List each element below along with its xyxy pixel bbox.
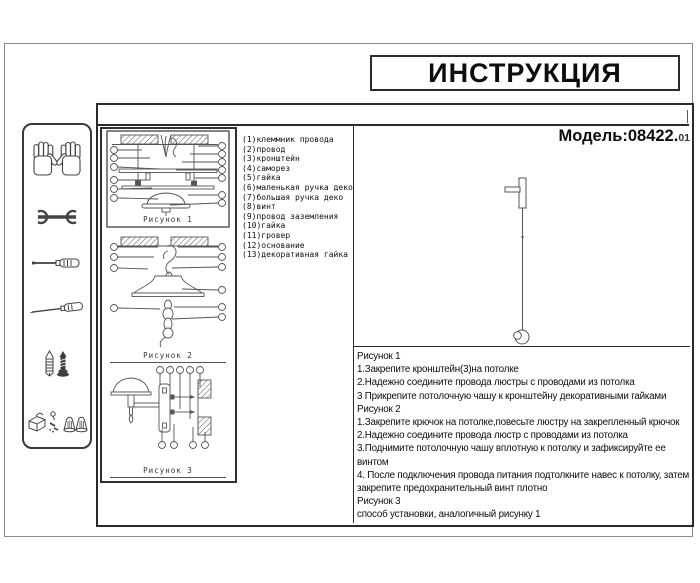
part-item: (2)провод <box>242 144 286 154</box>
part-item: (12)основание <box>242 240 305 250</box>
fastener-kit-icon <box>26 409 88 435</box>
part-item: (7)большая ручка деко <box>242 192 344 202</box>
part-item: (6)маленькая ручка деко <box>242 182 353 192</box>
instruction-line: 1.Закрепите крючок на потолке,повесьте люстру на закрепленный крючок <box>357 417 680 429</box>
gloves-icon <box>29 139 85 179</box>
instruction-line: 3.Поднимите потолочную чашу вплотную к потолку и зафиксируйте ее винтом <box>357 443 666 468</box>
part-item: (9)провод заземления <box>242 211 339 221</box>
part-item: (11)гровер <box>242 230 291 240</box>
part-item: (1)клеммник провода <box>242 135 334 144</box>
screwdriver-icon <box>31 256 83 270</box>
instruction-line: Рисунок 1 <box>357 351 401 362</box>
assembly-instructions <box>357 350 691 522</box>
instruction-line: 4. После подключения провода питания подтолкните навес к потолку, затем закрепите предохранительный винт плотно <box>357 469 690 495</box>
part-item: (5)гайка <box>242 173 281 183</box>
part-item: (10)гайка <box>242 221 286 231</box>
model-number <box>558 127 690 146</box>
parts-list <box>242 135 354 260</box>
header-divider <box>97 124 689 126</box>
instruction-line: 3 Прикрепите потолочную чашу к кронштейну декоративными гайками <box>357 390 667 402</box>
wrench-icon <box>29 209 85 225</box>
model-value: Модель:08422. <box>558 127 679 145</box>
instruction-line: способ установки, аналогичный рисунку 1 <box>357 509 541 521</box>
model-cell-tick <box>687 110 688 123</box>
figure3-label: Рисунок 3 <box>143 466 193 475</box>
figure2-label: Рисунок 2 <box>143 351 193 360</box>
instruction-line: Рисунок 2 <box>357 403 401 415</box>
title-box <box>370 55 680 91</box>
tools-sidebar <box>22 123 92 449</box>
pendant-lamp-drawing <box>480 145 570 347</box>
instruction-line: 1.Закрепите кронштейн(3)на потолке <box>357 364 519 376</box>
figure1-drawing <box>107 131 229 227</box>
part-item: (4)саморез <box>242 163 291 173</box>
dowel-and-screw-icon <box>40 349 74 379</box>
part-item: (8)винт <box>242 202 276 212</box>
figure1-label: Рисунок 1 <box>143 215 193 224</box>
model-suffix: 01 <box>678 132 690 144</box>
part-item: (13)декоративная гайка <box>242 250 348 260</box>
instruction-line: Рисунок 3 <box>357 496 401 508</box>
figure3-drawing <box>111 367 211 449</box>
awl-screwdriver-icon <box>29 300 85 318</box>
part-item: (3)кронштейн <box>242 154 300 164</box>
page-title: ИНСТРУКЦИЯ <box>428 57 622 88</box>
figures-panel <box>100 127 237 483</box>
instruction-line: 2.Надежно соедините провода люстр с проводами из потолка <box>357 430 628 442</box>
instruction-line: 2.Надежно соедините провода люстры с проводами из потолка <box>357 377 635 389</box>
figure2-drawing <box>111 237 226 347</box>
